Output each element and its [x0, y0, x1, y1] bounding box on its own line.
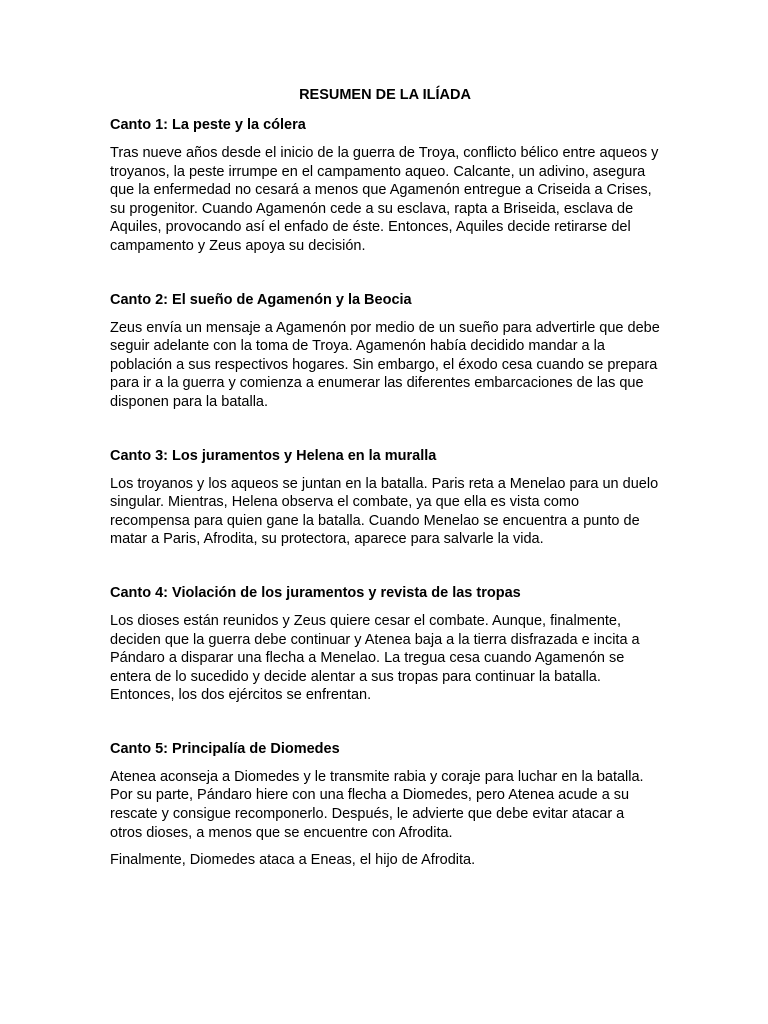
section-heading-canto-2: Canto 2: El sueño de Agamenón y la Beocia	[110, 291, 412, 308]
section-paragraph-canto-2: Zeus envía un mensaje a Agamenón por medio de un sueño para advertirle que debe seguir adelante con la toma de Troya. Agamenón había decidido mandar a la población a sus respectivos hogares. Sin embargo, el éxodo cesa cuando se prepara para ir a la guerra y comienza a enumerar las diferentes embarcaciones de las que disponen para la batalla.	[110, 319, 660, 410]
section-heading-canto-3: Canto 3: Los juramentos y Helena en la muralla	[110, 447, 437, 464]
document-title: RESUMEN DE LA ILÍADA	[299, 87, 471, 103]
document-page	[110, 86, 660, 905]
section-paragraph-canto-5-closing: Finalmente, Diomedes ataca a Eneas, el hijo de Afrodita.	[110, 852, 476, 869]
section-heading-canto-5: Canto 5: Principalía de Diomedes	[110, 740, 340, 757]
section-paragraph-canto-4: Los dioses están reunidos y Zeus quiere cesar el combate. Aunque, finalmente, deciden que la guerra debe continuar y Atenea baja a la tierra disfrazada e incita a Pándaro a disparar una flecha a Menelao. La tregua cesa cuando Agamenón se entera de lo sucedido y decide alentar a sus tropas para continuar la batalla. Entonces, los dos ejércitos se enfrentan.	[110, 612, 640, 704]
section-paragraph-canto-1: Tras nueve años desde el inicio de la guerra de Troya, conflicto bélico entre aqueos y troyanos, la peste irrumpe en el campamento aqueo. Calcante, un adivino, asegura que la enfermedad no cesará a menos que Agamenón entregue a Criseida a Crises, su progenitor. Cuando Agamenón cede a su esclava, rapta a Briseida, esclava de Aquiles, provocando así el enfado de éste. Entonces, Aquiles decide retirarse del campamento y Zeus apoya su decisión.	[110, 145, 659, 254]
section-paragraph-canto-3: Los troyanos y los aqueos se juntan en la batalla. Paris reta a Menelao para un duelo singular. Mientras, Helena observa el combate, ya que ella es vista como recompensa para quien gane la batalla. Cuando Menelao se encuentra a punto de matar a Paris, Afrodita, su protectora, aparece para salvarle la vida.	[110, 475, 659, 548]
section-heading-canto-1: Canto 1: La peste y la cólera	[110, 117, 306, 133]
section-paragraph-canto-5: Atenea aconseja a Diomedes y le transmite rabia y coraje para luchar en la batalla. Por su parte, Pándaro hiere con una flecha a Diomedes, pero Atenea acude a su rescate y consigue recomponerlo. Después, le advierte que debe evitar atacar a otros dioses, a menos que se encuentre con Afrodita.	[110, 768, 644, 841]
section-heading-canto-4: Canto 4: Violación de los juramentos y revista de las tropas	[110, 584, 521, 601]
